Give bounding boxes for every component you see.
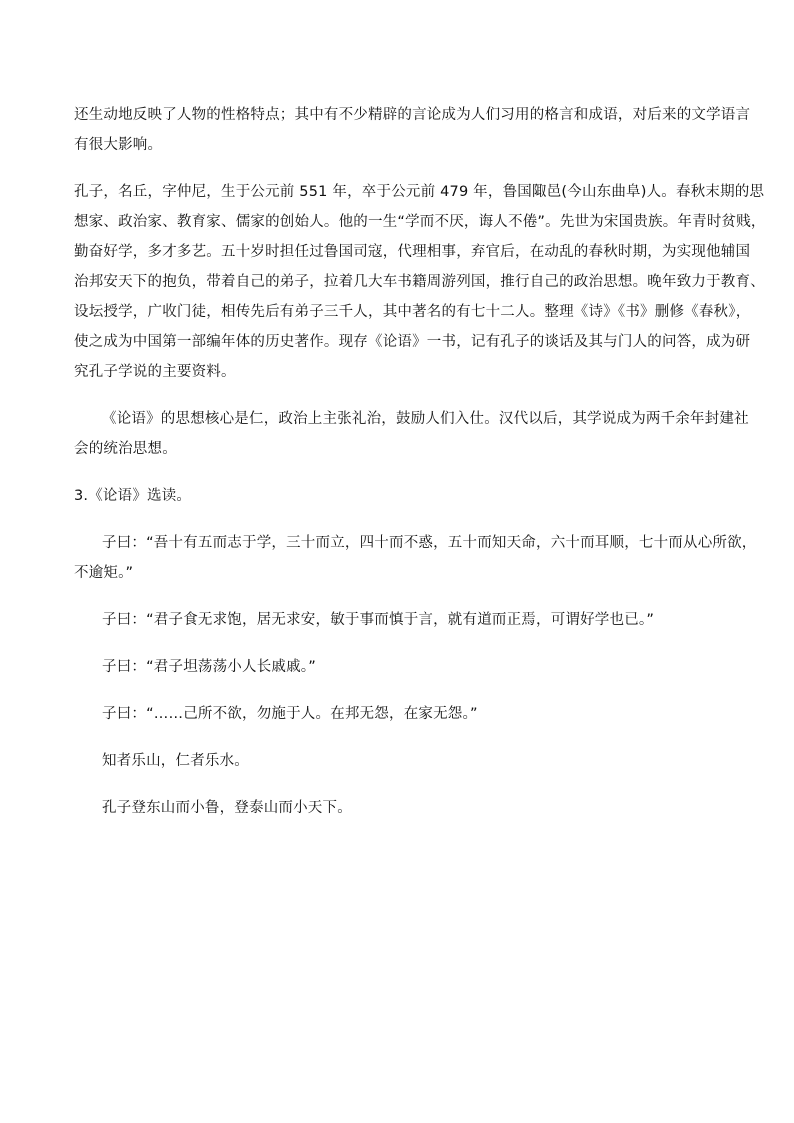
quote-zhizhe-leshan — [74, 746, 734, 776]
section-heading-lunyu-selections — [74, 481, 734, 511]
text-line: 知者乐山，仁者乐水。 — [102, 753, 249, 769]
text-line: 子曰：“吾十有五而志于学，三十而立，四十而不惑，五十而知天命，六十而耳顺，七十而从心所欲， — [102, 535, 757, 551]
document-page — [74, 100, 766, 840]
text-line: 勤奋好学，多才多艺。五十岁时担任过鲁国司寇，代理相事，弃官后，在动乱的春秋时期，为实现他辅国 — [74, 244, 751, 260]
quote-zhiyu-xue — [74, 528, 757, 588]
text-line: 究孔子学说的主要资料。 — [74, 364, 236, 380]
text-line: 还生动地反映了人物的性格特点；其中有不少精辟的言论成为人们习用的格言和成语，对后来的文学语言 — [74, 107, 751, 123]
paragraph-confucius-biography — [74, 177, 766, 387]
text-line: 子曰：“……己所不欲，勿施于人。在邦无怨，在家无怨。” — [102, 706, 478, 722]
text-line: 子曰：“君子食无求饱，居无求安，敏于事而慎于言，就有道而正焉，可谓好学也已。” — [102, 612, 655, 628]
text-line: 使之成为中国第一部编年体的历史著作。现存《论语》一书，记有孔子的谈话及其与门人的问答，成为研 — [74, 334, 751, 350]
text-line: 孔子，名丘，字仲尼，生于公元前 551 年，卒于公元前 479 年，鲁国陬邑(今山东曲阜)人。春秋末期的思 — [74, 184, 765, 200]
text-line: 设坛授学，广收门徒，相传先后有弟子三千人，其中著名的有七十二人。整理《诗》《书》删修《春秋》， — [74, 304, 751, 320]
text-line: 3.《论语》选读。 — [74, 488, 192, 504]
quote-haoxue — [74, 605, 734, 635]
quote-tandangdang — [74, 652, 734, 682]
text-line: 有很大影响。 — [74, 137, 163, 153]
text-line: 孔子登东山而小鲁，登泰山而小天下。 — [102, 800, 352, 816]
text-line: 会的统治思想。 — [74, 441, 177, 457]
text-line: 想家、政治家、教育家、儒家的创始人。他的一生“学而不厌，诲人不倦”。先世为宋国贵族。年青时贫贱， — [74, 214, 766, 230]
text-line: 《论语》的思想核心是仁，政治上主张礼治，鼓励人们入仕。汉代以后，其学说成为两千余年封建社 — [102, 411, 749, 427]
paragraph-lunyu-influence — [74, 100, 751, 160]
quote-dengtaishan — [74, 793, 734, 823]
text-line: 不逾矩。” — [74, 565, 134, 581]
text-line: 治邦安天下的抱负，带着自己的弟子，拉着几大车书籍周游列国，推行自己的政治思想。晚年致力于教育、 — [74, 274, 765, 290]
text-line: 子曰：“君子坦荡荡小人长戚戚。” — [102, 659, 316, 675]
paragraph-core-thought — [74, 404, 749, 464]
quote-jisuobuyu — [74, 699, 734, 729]
